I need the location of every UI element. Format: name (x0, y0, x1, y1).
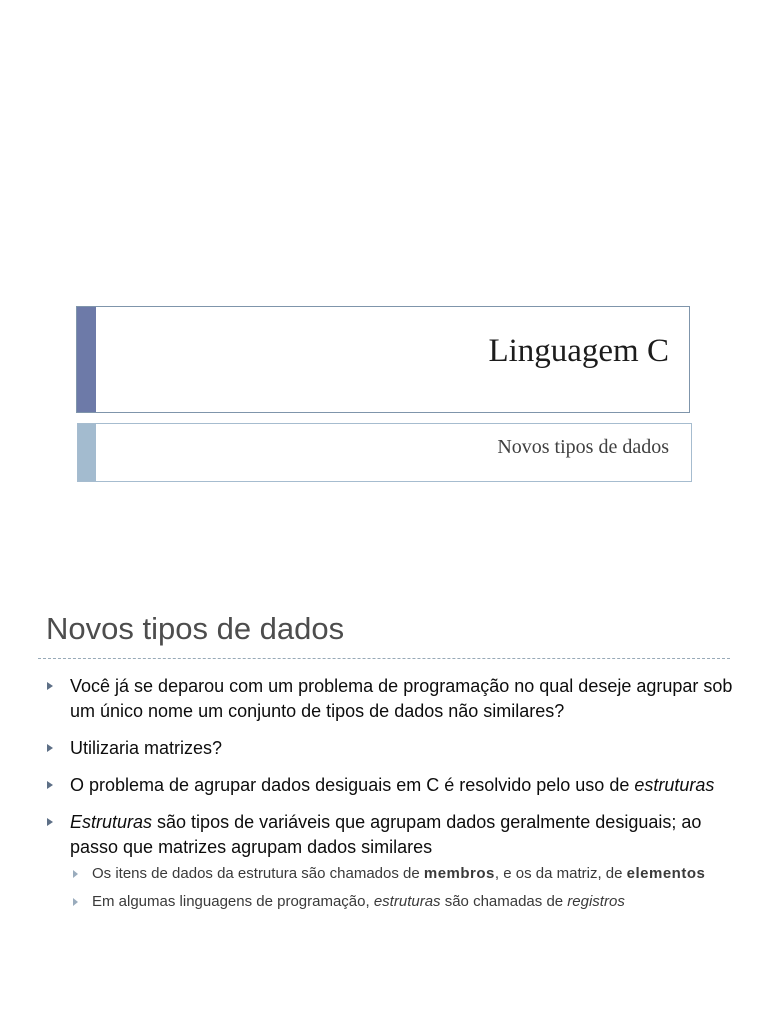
slide-title: Linguagem C (488, 333, 669, 369)
triangle-right-icon (47, 781, 53, 789)
bullet-item (46, 674, 736, 724)
bullet-list (46, 674, 736, 925)
content-slide-title: Novos tipos de dados (46, 611, 345, 646)
bullet-text: Utilizaria matrizes? (70, 738, 223, 758)
title-divider (38, 658, 730, 659)
bullet-item (46, 736, 736, 761)
sub-bullet-bold-term: elementos (626, 865, 706, 882)
title-box (76, 306, 690, 413)
triangle-right-icon (47, 818, 53, 826)
triangle-right-icon (47, 744, 53, 752)
subtitle-box (77, 423, 692, 482)
sub-bullet-italic-term: estruturas (373, 893, 441, 910)
title-accent-bar (77, 307, 96, 412)
sub-bullet-text: , e os da matriz, de (494, 865, 627, 882)
subtitle-accent-bar (78, 424, 96, 481)
sub-bullet-text: Os itens de dados da estrutura são chamados de (92, 865, 424, 882)
bullet-text: O problema de agrupar dados desiguais em C é resolvido pelo uso de (70, 775, 635, 795)
sub-bullet-text: Em algumas linguagens de programação, (92, 893, 374, 910)
bullet-italic-term: Estruturas (70, 812, 153, 832)
triangle-right-icon (47, 682, 53, 690)
triangle-right-small-icon (73, 898, 78, 906)
sub-bullet-bold-term: membros (423, 865, 495, 882)
bullet-italic-term: estruturas (634, 775, 715, 795)
bullet-item (46, 773, 736, 798)
triangle-right-small-icon (73, 870, 78, 878)
bullet-text: são tipos de variáveis que agrupam dados geralmente desiguais; ao passo que matrizes agrupam dados similares (70, 812, 702, 857)
bullet-item (46, 810, 736, 913)
sub-bullet-text: são chamadas de (440, 893, 568, 910)
sub-bullet-item (70, 862, 736, 885)
slide-subtitle: Novos tipos de dados (497, 436, 669, 458)
sub-bullet-list (70, 862, 736, 913)
bullet-text: Você já se deparou com um problema de programação no qual deseje agrupar sob um único nome um conjunto de tipos de dados não similares? (70, 676, 733, 721)
sub-bullet-item (70, 890, 736, 913)
sub-bullet-italic-term: registros (567, 893, 625, 910)
